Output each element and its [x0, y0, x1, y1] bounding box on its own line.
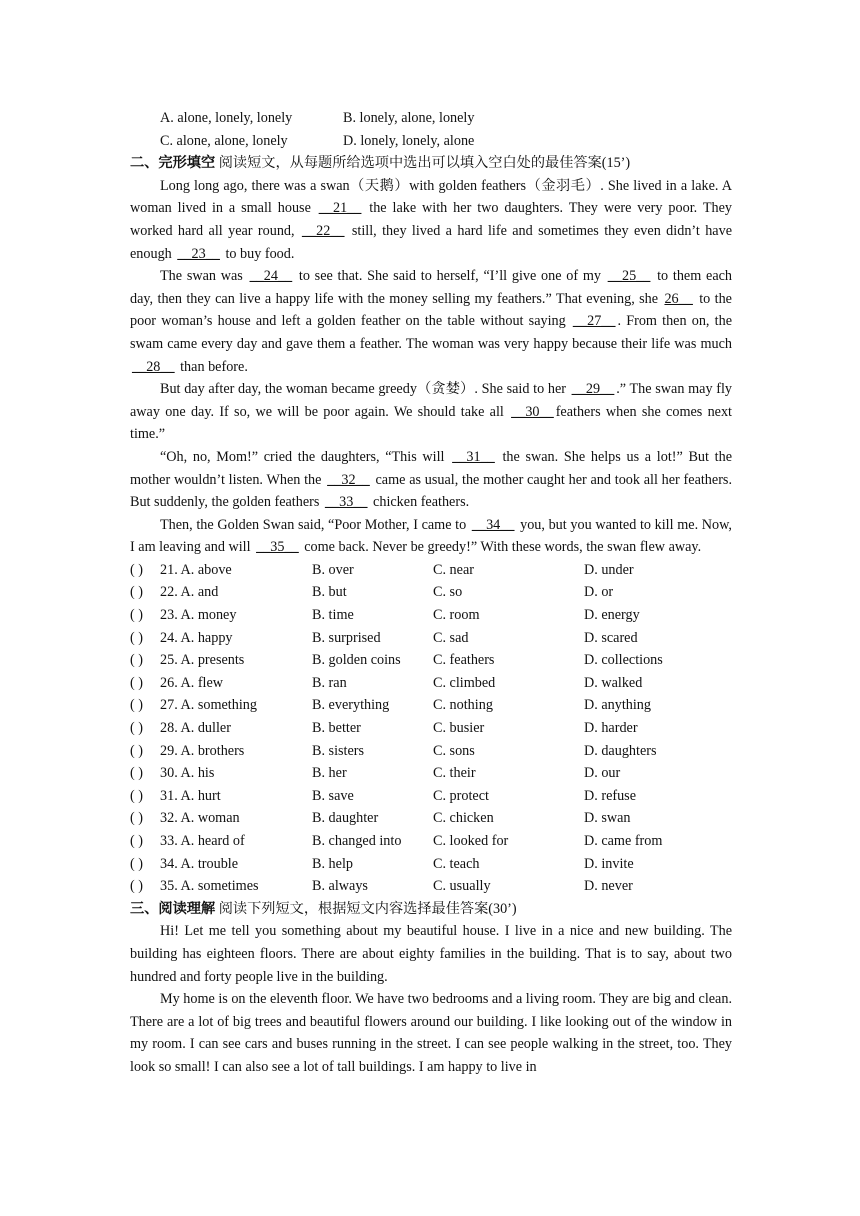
answer-paren: ( ) [130, 697, 143, 714]
option-b: B. daughter [312, 810, 379, 827]
blank-32: __32__ [327, 471, 370, 488]
option-c: C. their [433, 765, 476, 782]
answer-paren: ( ) [130, 674, 143, 691]
option-b: B. but [312, 584, 347, 601]
answer-paren: ( ) [130, 607, 143, 624]
question-row [130, 581, 732, 604]
blank-27: __27__ [572, 313, 616, 330]
option-c: C. nothing [433, 697, 493, 714]
option-a: 23. A. money [160, 607, 237, 624]
option-c: C. sad [433, 629, 469, 646]
passage-paragraph-4: “Oh, no, Mom!” cried the daughters, “This will __31__ the swan. She helps us a lot!” But the mother wouldn’t listen. When the __32__ came as usual, the mother caught her and took all her feathers. But suddenly, the golden feathers __33__ chicken feathers. [130, 448, 732, 511]
blank-22: __22__ [301, 222, 345, 239]
passage-paragraph-2: The swan was __24__ to see that. She said to herself, “I’ll give one of my __25__ to them each day, then they can live a happy life with the money selling my feathers.” That evening, she 26__ to the poor woman’s house and left a golden feather on the table without saying __27__ . From then on, the swam came every day and gave them a feather. The woman was very happy because their life was much __28__ than before. [130, 268, 733, 375]
blank-30: __30__ [511, 403, 554, 420]
blank-21: __21__ [318, 200, 362, 217]
option-d: D. anything [584, 697, 651, 714]
blank-31: __31__ [452, 448, 495, 465]
blank-35: __35__ [256, 539, 299, 556]
question-row [130, 875, 732, 898]
option-c: C. sons [433, 742, 475, 759]
option-a: 27. A. something [160, 697, 257, 714]
option-d: D. came from [584, 833, 663, 849]
option-d: D. collections [584, 652, 663, 669]
option-a: 35. A. sometimes [160, 878, 259, 895]
option-c: C. so [433, 584, 463, 601]
answer-paren: ( ) [130, 584, 143, 601]
answer-paren: ( ) [130, 629, 143, 646]
blank-26: 26__ [664, 290, 693, 307]
option-b: B. save [312, 787, 354, 804]
option-d: D. scared [584, 629, 638, 646]
option-a: 29. A. brothers [160, 742, 245, 759]
option-c: C. near [433, 561, 474, 578]
prev-options-row-2 [130, 130, 732, 153]
question-row [130, 649, 732, 672]
option-c: C. climbed [433, 674, 496, 691]
option-b: B. surprised [312, 629, 381, 646]
option-a: 24. A. happy [160, 629, 233, 646]
option-a: 34. A. trouble [160, 855, 239, 872]
option-d: D. swan [584, 810, 631, 827]
passage-paragraph-5: Then, the Golden Swan said, “Poor Mother, I came to __34__ you, but you wanted to kill me. Now, I am leaving and will __35__ come back. Never be greedy!” With these words, the swan flew away. [130, 516, 732, 556]
option-b: B. always [312, 878, 368, 895]
option-c: C. chicken [433, 810, 494, 827]
question-row [130, 604, 732, 627]
option-d: D. daughters [584, 742, 657, 759]
option-a: 28. A. duller [160, 720, 231, 737]
reading-paragraph-1: Hi! Let me tell you something about my beautiful house. I live in a nice and new building. The building has eighteen floors. There are about eighty families in the building. That is to say, about two hundred and forty people live in the building. [130, 923, 732, 985]
reading-paragraph-2: My home is on the eleventh floor. We have two bedrooms and a living room. They are big and clean. There are a lot of big trees and beautiful flowers around our building. I like looking out of the window in my room. I can see cars and buses running in the street. I can see people walking in the street, too. They look so small! I can also see a lot of tall buildings. I am happy to live in [130, 991, 732, 1075]
option-a: 26. A. flew [160, 674, 224, 691]
answer-paren: ( ) [130, 720, 143, 737]
question-row [130, 627, 732, 650]
option-c: C. feathers [433, 652, 495, 669]
option-d: D. never [584, 878, 633, 895]
option-a: 21. A. above [160, 561, 232, 578]
option-b: B. changed into [312, 833, 402, 849]
blank-34: __34__ [471, 516, 515, 533]
option-a: 30. A. his [160, 765, 215, 782]
answer-paren: ( ) [130, 765, 143, 782]
option-d: D. energy [584, 607, 640, 624]
option-c: C. looked for [433, 833, 509, 849]
answer-paren: ( ) [130, 810, 143, 827]
answer-paren: ( ) [130, 742, 143, 759]
question-row [130, 762, 732, 785]
blank-24: __24__ [249, 268, 293, 285]
prev-options-row-1 [130, 107, 732, 130]
section2-instruction: 阅读短文，从每题所给选项中选出可以填入空白处的最佳答案(15’) [218, 155, 631, 172]
question-row [130, 740, 732, 763]
option-b: B. lonely, alone, lonely [343, 110, 475, 126]
question-row [130, 807, 732, 830]
option-a: A. alone, lonely, lonely [160, 110, 293, 126]
question-row [130, 853, 732, 876]
option-c: C. room [433, 607, 480, 624]
question-row [130, 694, 732, 717]
question-row [130, 559, 732, 582]
page-content [130, 107, 732, 1079]
option-a: 31. A. hurt [160, 787, 221, 804]
answer-paren: ( ) [130, 787, 143, 804]
question-row [130, 717, 732, 740]
reading-passage [130, 920, 732, 1078]
option-b: B. golden coins [312, 652, 401, 669]
option-b: B. help [312, 855, 353, 872]
section3-heading [130, 898, 732, 921]
option-d: D. under [584, 561, 634, 578]
option-c: C. protect [433, 787, 489, 804]
blank-25: __25__ [607, 268, 651, 285]
option-d: D. walked [584, 674, 643, 691]
answer-paren: ( ) [130, 833, 143, 849]
passage-paragraph-1: Long long ago, there was a swan（天鹅）with golden feathers（金羽毛）. She lived in a lake. A woman lived in a small house __21__ the lake with her two daughters. They were very poor. They worked hard all year round, __22__ still, they lived a hard life and sometimes they even didn’t have enough __23__ to buy food. [130, 177, 732, 262]
option-c: C. teach [433, 855, 480, 872]
answer-paren: ( ) [130, 652, 143, 669]
option-b: B. ran [312, 674, 347, 691]
blank-28: __28__ [132, 358, 175, 375]
option-b: B. over [312, 561, 354, 578]
answer-paren: ( ) [130, 855, 143, 872]
option-a: 22. A. and [160, 584, 219, 601]
option-a: 33. A. heard of [160, 833, 245, 849]
answer-paren: ( ) [130, 561, 143, 578]
blank-29: __29__ [571, 381, 615, 398]
option-b: B. better [312, 720, 361, 737]
cloze-passage [130, 175, 732, 559]
answer-paren: ( ) [130, 878, 143, 895]
option-c: C. busier [433, 720, 485, 737]
option-d: D. invite [584, 855, 634, 872]
option-b: B. time [312, 607, 354, 624]
option-d: D. refuse [584, 787, 636, 804]
option-c: C. usually [433, 878, 491, 895]
section3-instruction: 阅读下列短文，根据短文内容选择最佳答案(30’) [218, 900, 517, 917]
question-row [130, 830, 732, 853]
option-b: B. everything [312, 697, 390, 714]
option-d: D. or [584, 584, 614, 601]
section2-title: 二、完形填空 [130, 155, 216, 172]
option-b: B. her [312, 765, 347, 782]
option-a: 25. A. presents [160, 652, 245, 669]
blank-33: __33__ [324, 494, 368, 511]
option-a: 32. A. woman [160, 810, 240, 827]
option-c: C. alone, alone, lonely [160, 132, 288, 149]
passage-paragraph-3: But day after day, the woman became greedy（贪婪）. She said to her __29__ .” The swan may fly away one day. If so, we will be poor again. We should take all __30__ feathers when she comes next time.” [130, 381, 732, 443]
blank-23: __23__ [177, 245, 220, 262]
option-d: D. harder [584, 720, 638, 737]
section2-heading [130, 152, 732, 175]
question-list [130, 559, 732, 898]
option-d: D. our [584, 765, 621, 782]
section3-title: 三、阅读理解 [130, 900, 216, 917]
option-d: D. lonely, lonely, alone [343, 132, 475, 149]
option-b: B. sisters [312, 742, 365, 759]
question-row [130, 785, 732, 808]
question-row [130, 672, 732, 695]
